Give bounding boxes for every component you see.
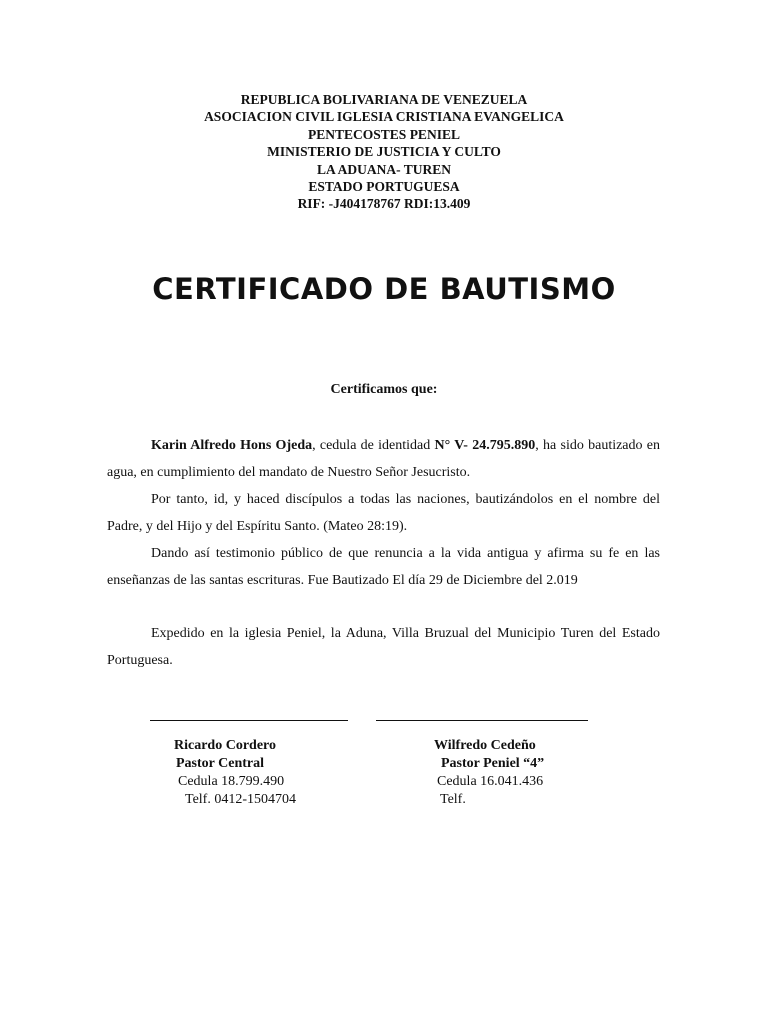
id-label: N° V- [434, 438, 468, 453]
paragraph-testimony [107, 540, 660, 594]
letterhead-line-rif: RIF: -J404178767 RDI:13.409 [297, 196, 471, 212]
signer-name: Wilfredo Cedeño [434, 738, 536, 753]
signer-phone: Telf. [440, 792, 466, 807]
signer-name: Ricardo Cordero [174, 738, 276, 753]
signature-block-right [434, 737, 544, 809]
signature-line-right [376, 720, 588, 721]
letterhead-line-country: REPUBLICA BOLIVARIANA DE VENEZUELA [240, 92, 528, 107]
letterhead-line-association: ASOCIACION CIVIL IGLESIA CRISTIANA EVANGELICA [204, 109, 564, 125]
scripture-text: Por tanto, id, y haced discípulos a todas las naciones, bautizándolos en el nombre del Padre, y del Hijo y del Espíritu Santo. (Mateo 28:19). [107, 492, 660, 534]
testimony-text: Dando así testimonio público de que renuncia a la vida antigua y afirma su fe en las enseñanzas de las santas escrituras. Fue Bautizado El día 29 de Diciembre del 2.019 [107, 546, 660, 588]
lead-text: Certificamos que: [330, 382, 438, 397]
letterhead-line-city: LA ADUANA- TUREN [316, 161, 452, 177]
text-fragment: , cedula de identidad [312, 438, 435, 453]
letterhead-line-state: ESTADO PORTUGUESA [308, 179, 460, 195]
paragraph-baptized-person [107, 432, 660, 486]
issued-text: Expedido en la iglesia Peniel, la Aduna, Villa Bruzual del Municipio Turen del Estado Portuguesa. [107, 626, 660, 668]
signer-role: Pastor Peniel “4” [441, 756, 545, 771]
signer-role: Pastor Central [176, 756, 264, 771]
signer-cedula: Cedula 16.041.436 [437, 774, 544, 789]
letterhead [0, 91, 768, 213]
signer-cedula: Cedula 18.799.490 [178, 774, 285, 789]
id-number: 24.795.890 [472, 438, 536, 453]
paragraph-scripture [107, 486, 660, 540]
signer-phone: Telf. 0412-1504704 [185, 792, 297, 807]
letterhead-line-church: PENTECOSTES PENIEL [308, 126, 460, 142]
text-fragment: , ha sido bautizado en agua, en cumplimiento del mandato de Nuestro Señor Jesucristo. [107, 438, 660, 480]
document-title: CERTIFICADO DE BAUTISMO [152, 272, 616, 306]
signature-block-left [174, 737, 296, 809]
letterhead-line-ministry: MINISTERIO DE JUSTICIA Y CULTO [267, 144, 501, 160]
baptized-name: Karin Alfredo Hons Ojeda [151, 438, 313, 453]
paragraph-issued [107, 620, 660, 674]
signature-line-left [150, 720, 348, 721]
